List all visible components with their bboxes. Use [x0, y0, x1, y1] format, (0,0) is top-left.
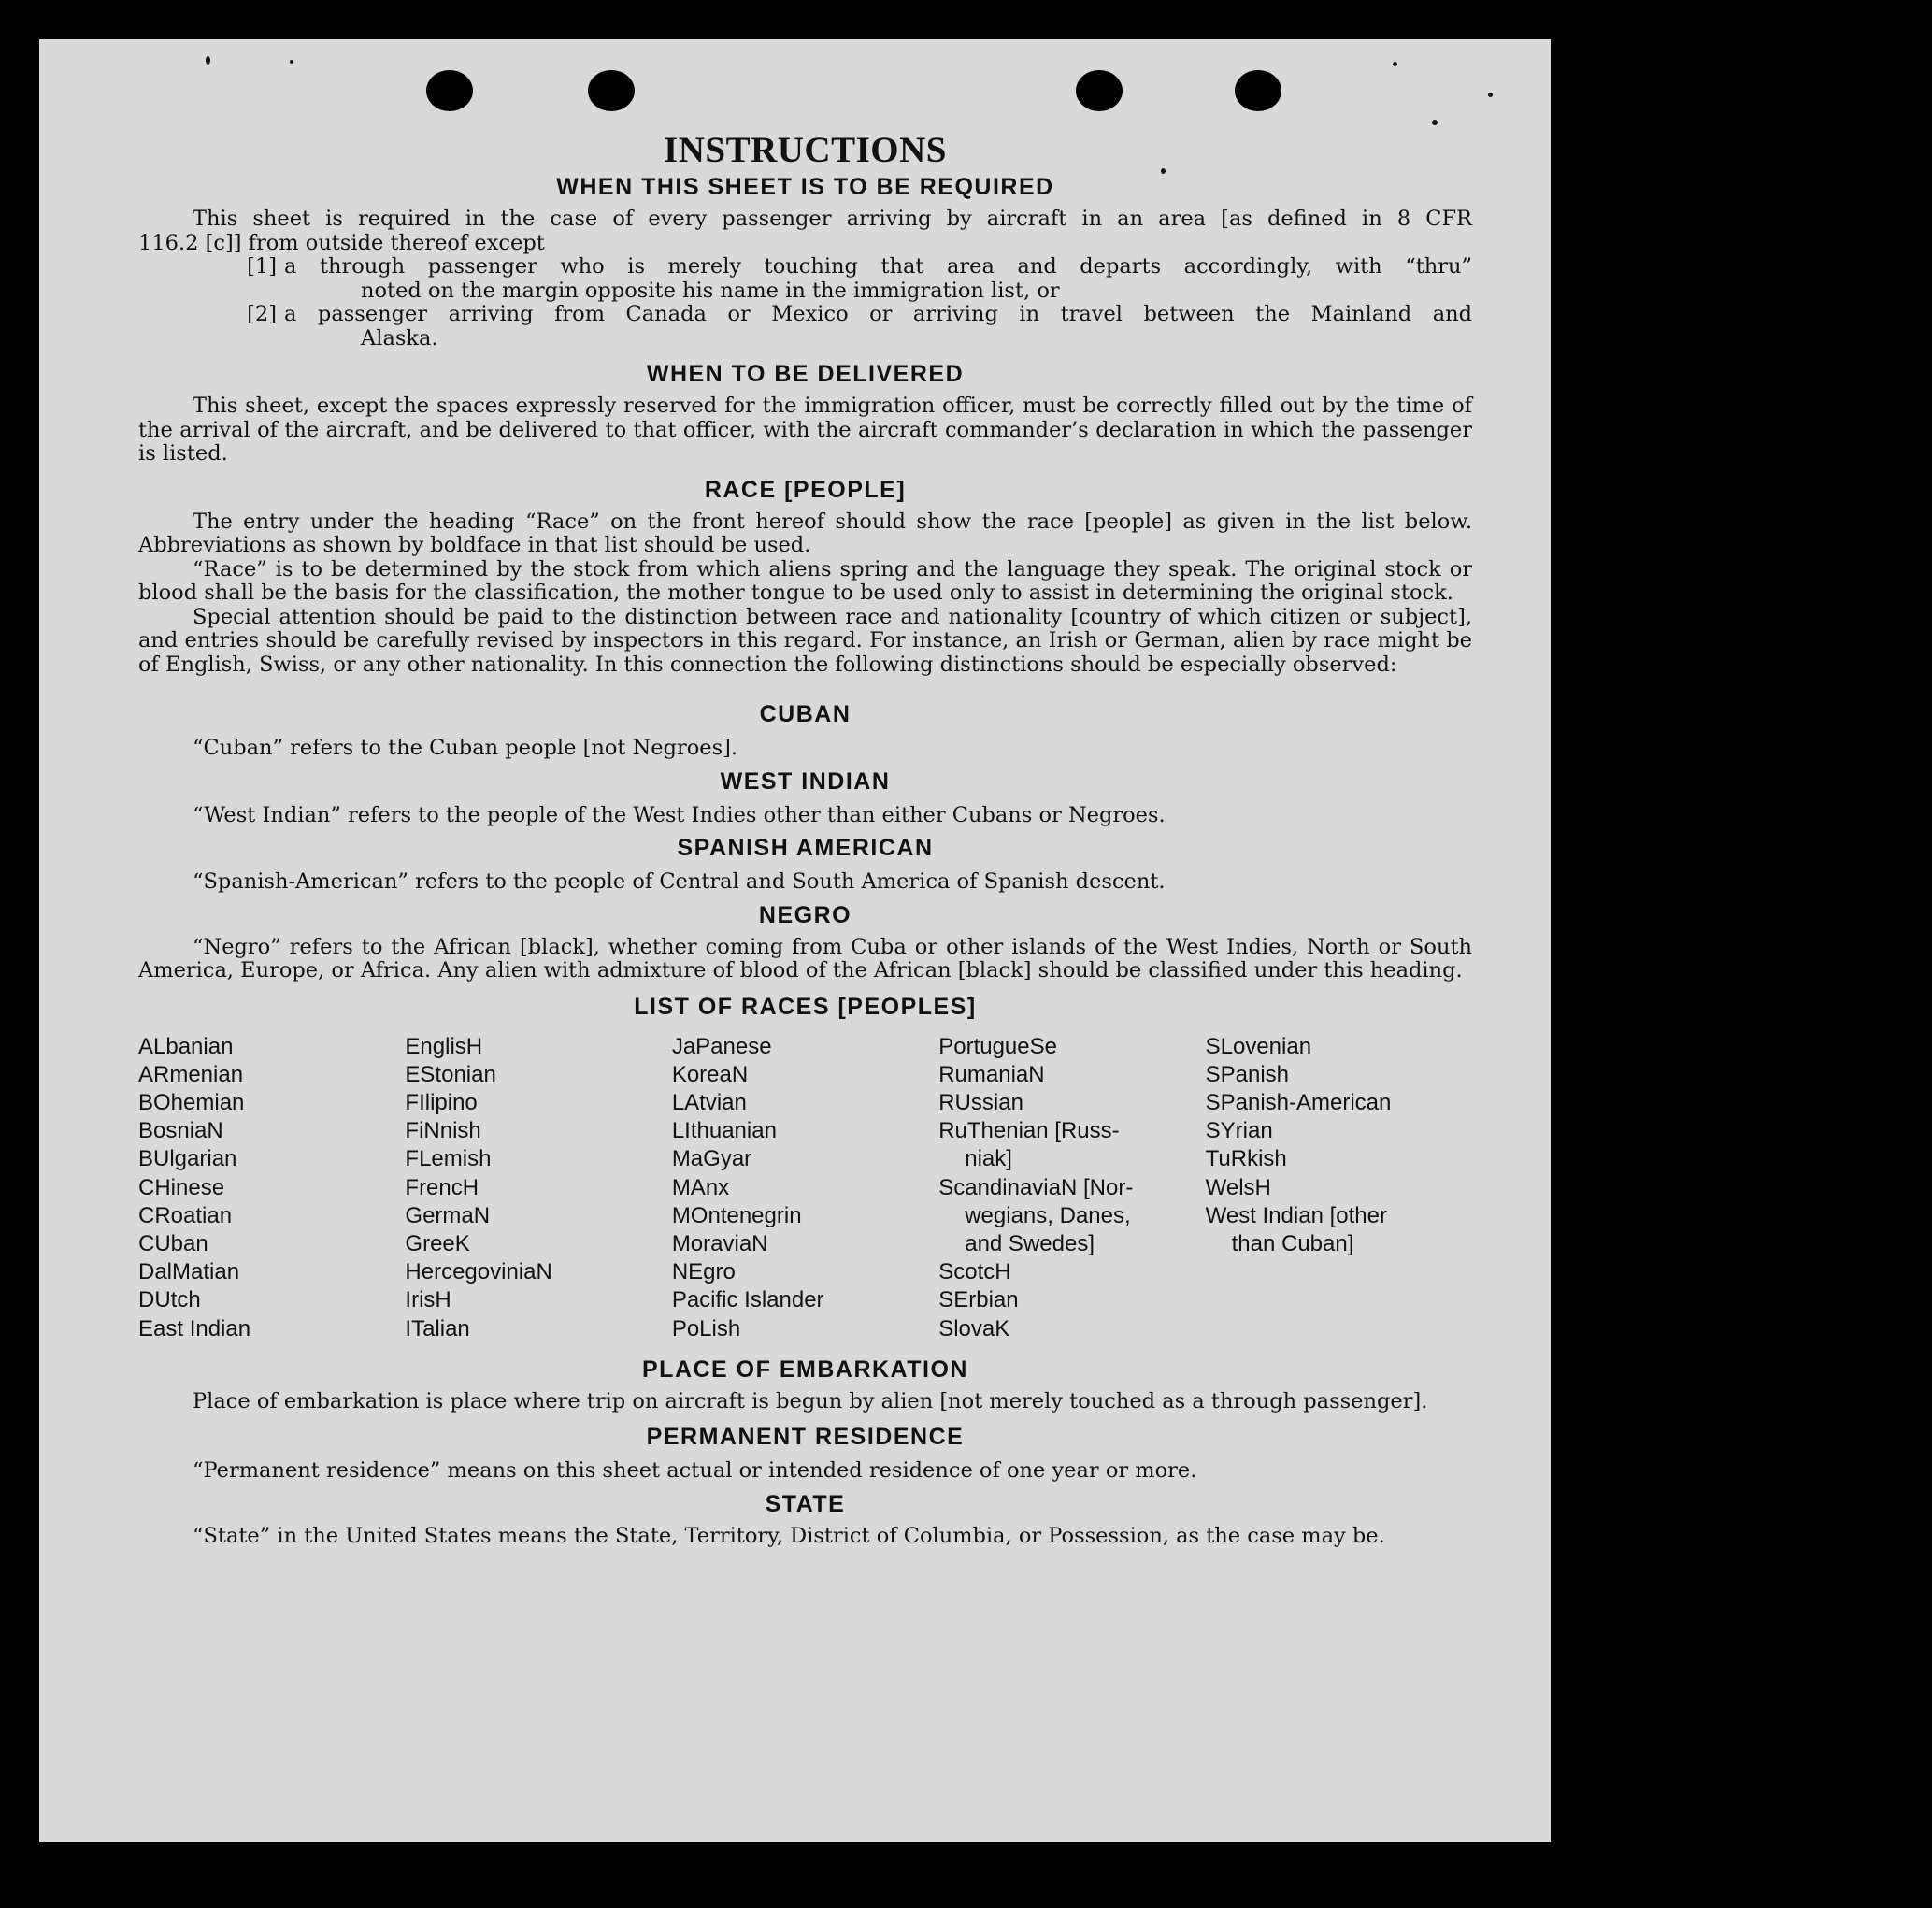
- race-item: EnglisH: [405, 1033, 483, 1059]
- embarkation-text: Place of embarkation is place where trip on aircraft is begun by alien [not merely touched as a through passenger].: [193, 1388, 1428, 1413]
- state-text: “State” in the United States means the State, Territory, District of Columbia, or Possession, as the case may be.: [193, 1523, 1385, 1548]
- race-item: BUlgarian: [138, 1146, 237, 1172]
- races-column-3: [672, 1033, 938, 1343]
- item-text-line2: noted on the margin opposite his name in the immigration list, or: [361, 278, 1060, 303]
- item-text-line1: a passenger arriving from Canada or Mexico or arriving in travel between the Mainland and: [284, 302, 1472, 326]
- race-item: ARmenian: [138, 1061, 244, 1087]
- item-text-line1: a through passenger who is merely touching that area and departs accordingly, with “thru”: [284, 254, 1472, 279]
- race-item: ITalian: [405, 1315, 470, 1341]
- page-title: INSTRUCTIONS: [664, 130, 947, 170]
- heading-embarkation: PLACE OF EMBARKATION: [642, 1356, 968, 1383]
- punch-hole: [1076, 70, 1123, 111]
- race-item: MoraviaN: [671, 1230, 768, 1256]
- race-item: CRoatian: [138, 1202, 233, 1228]
- cuban-text: “Cuban” refers to the Cuban people [not Negroes].: [193, 736, 738, 760]
- exception-item-2: [138, 303, 1472, 351]
- punch-hole: [426, 70, 473, 111]
- race-paragraph-2: “Race” is to be determined by the stock from which aliens spring and the language they speak. The original stock or blood shall be the basis for the classification, the mother tongue to be used only to assist in determining the original stock.: [138, 556, 1472, 605]
- race-item: MOntenegrin: [671, 1202, 802, 1228]
- race-item: RUssian: [938, 1089, 1023, 1115]
- race-item: DUtch: [138, 1287, 201, 1313]
- heading-list-of-races: LIST OF RACES [PEOPLES]: [634, 993, 977, 1020]
- race-item: RumaniaN: [938, 1061, 1045, 1087]
- race-item: East Indian: [138, 1315, 251, 1341]
- race-item: West Indian [other: [1205, 1202, 1387, 1228]
- item-number: [2]: [247, 302, 277, 326]
- race-item: LIthuanian: [671, 1118, 777, 1144]
- race-item: SlovaK: [938, 1315, 1010, 1341]
- race-item: FrencH: [405, 1174, 479, 1200]
- heading-race: RACE [PEOPLE]: [704, 476, 907, 503]
- race-item: NEgro: [671, 1259, 736, 1285]
- race-item: CHinese: [138, 1174, 225, 1200]
- spanish-american-text: “Spanish-American” refers to the people of Central and South America of Spanish descent.: [193, 869, 1166, 894]
- heading-residence: PERMANENT RESIDENCE: [646, 1424, 965, 1451]
- item-text-line2: Alaska.: [361, 325, 438, 351]
- race-item-continuation: and Swedes]: [965, 1230, 1095, 1256]
- race-item: PortugueSe: [938, 1033, 1057, 1059]
- speck: [206, 56, 210, 65]
- race-item: MaGyar: [671, 1146, 752, 1172]
- race-item: FiNnish: [405, 1118, 481, 1144]
- race-item: SPanish: [1205, 1061, 1290, 1087]
- heading-negro: NEGRO: [758, 901, 852, 928]
- document-page: [39, 39, 1551, 1842]
- race-item: EStonian: [405, 1061, 496, 1087]
- race-item: RuThenian [Russ-: [938, 1118, 1120, 1144]
- race-item: GreeK: [405, 1230, 470, 1256]
- race-item: GermaN: [405, 1202, 491, 1228]
- race-item: FIlipino: [405, 1089, 478, 1115]
- race-item: TuRkish: [1205, 1146, 1287, 1172]
- race-item: SErbian: [938, 1287, 1019, 1313]
- race-item-continuation: wegians, Danes,: [965, 1202, 1131, 1228]
- heading-cuban: CUBAN: [759, 701, 852, 727]
- speck: [1432, 120, 1438, 125]
- race-item-continuation: niak]: [965, 1146, 1012, 1172]
- race-item: BOhemian: [138, 1089, 245, 1115]
- speck: [1393, 62, 1397, 66]
- race-item: BosniaN: [138, 1118, 223, 1144]
- race-item: CUban: [138, 1230, 208, 1256]
- races-column-4: [938, 1033, 1205, 1343]
- west-indian-text: “West Indian” refers to the people of the West Indies other than either Cubans or Negroes.: [193, 802, 1166, 827]
- punch-hole: [1235, 70, 1281, 111]
- heading-delivered: WHEN TO BE DELIVERED: [646, 361, 965, 387]
- punch-hole: [588, 70, 635, 111]
- delivered-text: This sheet, except the spaces expressly reserved for the immigration officer, must be correctly filled out by the time of the arrival of the aircraft, and be delivered to that officer, with the aircraft commander’s declaration in which the passenger is listed.: [138, 394, 1472, 466]
- race-item: SLovenian: [1205, 1033, 1312, 1059]
- races-column-2: [405, 1033, 671, 1343]
- required-intro-line2: 116.2 [c]] from outside thereof except: [138, 230, 545, 255]
- race-item: MAnx: [671, 1174, 730, 1200]
- heading-west-indian: WEST INDIAN: [720, 768, 891, 795]
- required-intro-line1: This sheet is required in the case of every passenger arriving by aircraft in an area [as defined in 8 CFR: [193, 207, 1472, 231]
- races-column-1: [138, 1033, 405, 1343]
- heading-state: STATE: [765, 1490, 846, 1517]
- race-paragraph-3: Special attention should be paid to the distinction between race and nationality [country of which citizen or subject], and entries should be carefully revised by inspectors in this regard. For instance, an Irish or German, alien by race might be of English, Swiss, or any other nationality. In this connection the following distinctions should be especially observed:: [138, 604, 1472, 677]
- heading-spanish-american: SPANISH AMERICAN: [677, 835, 934, 861]
- race-item: WelsH: [1205, 1174, 1271, 1200]
- residence-text: “Permanent residence” means on this sheet actual or intended residence of one year or more.: [193, 1458, 1197, 1484]
- race-item: ScotcH: [938, 1259, 1011, 1285]
- speck: [1488, 93, 1493, 97]
- race-item: IrisH: [405, 1287, 451, 1313]
- exception-item-1: [138, 255, 1472, 303]
- race-item: JaPanese: [671, 1033, 772, 1059]
- race-item-continuation: than Cuban]: [1231, 1230, 1354, 1256]
- heading-required: WHEN THIS SHEET IS TO BE REQUIRED: [556, 174, 1054, 200]
- races-column-5: [1206, 1033, 1472, 1343]
- race-item: KoreaN: [671, 1061, 749, 1087]
- race-item: ALbanian: [138, 1033, 234, 1059]
- race-item: DalMatian: [138, 1259, 240, 1285]
- races-list: [138, 1033, 1472, 1343]
- item-number: [1]: [247, 254, 277, 279]
- negro-text: “Negro” refers to the African [black], whether coming from Cuba or other islands of the West Indies, North or South America, Europe, or Africa. Any alien with admixture of blood of the African [black] should be classified under this heading.: [138, 934, 1472, 983]
- race-paragraph-1: The entry under the heading “Race” on the front hereof should show the race [people] as given in the list below. Abbreviations as shown by boldface in that list should be used.: [138, 509, 1472, 557]
- race-item: SYrian: [1205, 1118, 1273, 1144]
- race-item: FLemish: [405, 1146, 492, 1172]
- race-item: ScandinaviaN [Nor-: [938, 1174, 1134, 1200]
- race-item: Pacific Islander: [671, 1287, 824, 1313]
- race-item: HercegoviniaN: [405, 1259, 552, 1285]
- race-item: LAtvian: [671, 1089, 747, 1115]
- speck: [290, 60, 293, 64]
- race-item: PoLish: [671, 1315, 741, 1341]
- race-item: SPanish-American: [1205, 1089, 1392, 1115]
